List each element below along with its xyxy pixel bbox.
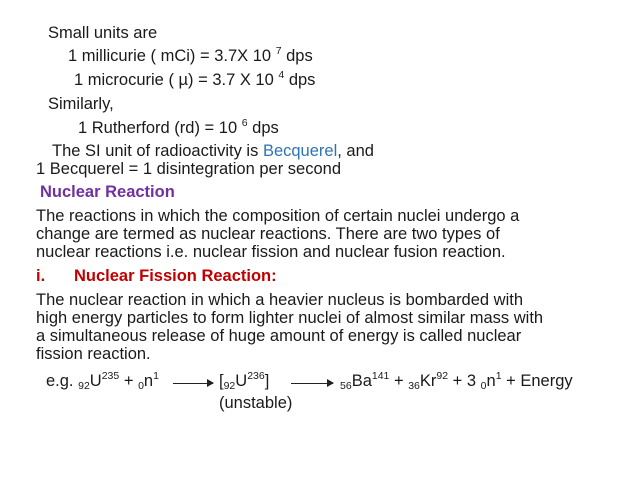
equation-products: $_{56}Ba^{141} + _{36}Kr^{92} + 3$ $_0n^1$ + Energy [340, 370, 573, 392]
si-unit-line: The SI unit of radioactivity is Becquerel, and [52, 142, 374, 160]
microcurie-line: 1 microcurie ( µ) = 3.7 X 10 $^4$ dps [74, 69, 316, 89]
unstable-label: (unstable) [219, 394, 293, 412]
similarly-line: Similarly, [48, 95, 114, 113]
fission-para-line: a simultaneous release of huge amount of energy is called nuclear [36, 327, 522, 345]
becquerel-definition: 1 Becquerel = 1 disintegration per second [36, 160, 341, 178]
becquerel-term: Becquerel [262, 142, 338, 160]
nuclear-reaction-para-line: nuclear reactions i.e. nuclear fission and nuclear fusion reaction. [36, 243, 506, 261]
small-units-line: Small units are [48, 24, 158, 42]
fission-para-line: fission reaction. [36, 345, 151, 363]
reaction-arrow-2 [291, 383, 333, 384]
fission-heading: Nuclear Fission Reaction: [74, 267, 277, 285]
fission-para-line: high energy particles to form lighter nuclei of almost similar mass with [36, 309, 544, 327]
equation-intermediate: $[_{92}U^{236}]$ [219, 370, 270, 392]
nuclear-reaction-para-line: change are termed as nuclear reactions. There are two types of [36, 225, 500, 243]
equation-reactants: e.g. $_{92}U^{235} + _0n^1$ [46, 370, 159, 392]
reaction-arrow-1 [173, 383, 213, 384]
rutherford-line: 1 Rutherford (rd) = 10 $^6$ dps [78, 117, 279, 137]
fission-para-line: The nuclear reaction in which a heavier nucleus is bombarded with [36, 291, 524, 309]
fission-number: i. [36, 267, 46, 285]
nuclear-reaction-heading: Nuclear Reaction [40, 183, 175, 201]
nuclear-reaction-para-line: The reactions in which the composition of certain nuclei undergo a [36, 207, 520, 225]
millicurie-line: 1 millicurie ( mCi) = 3.7X 10 $^7$ dps [68, 45, 313, 65]
